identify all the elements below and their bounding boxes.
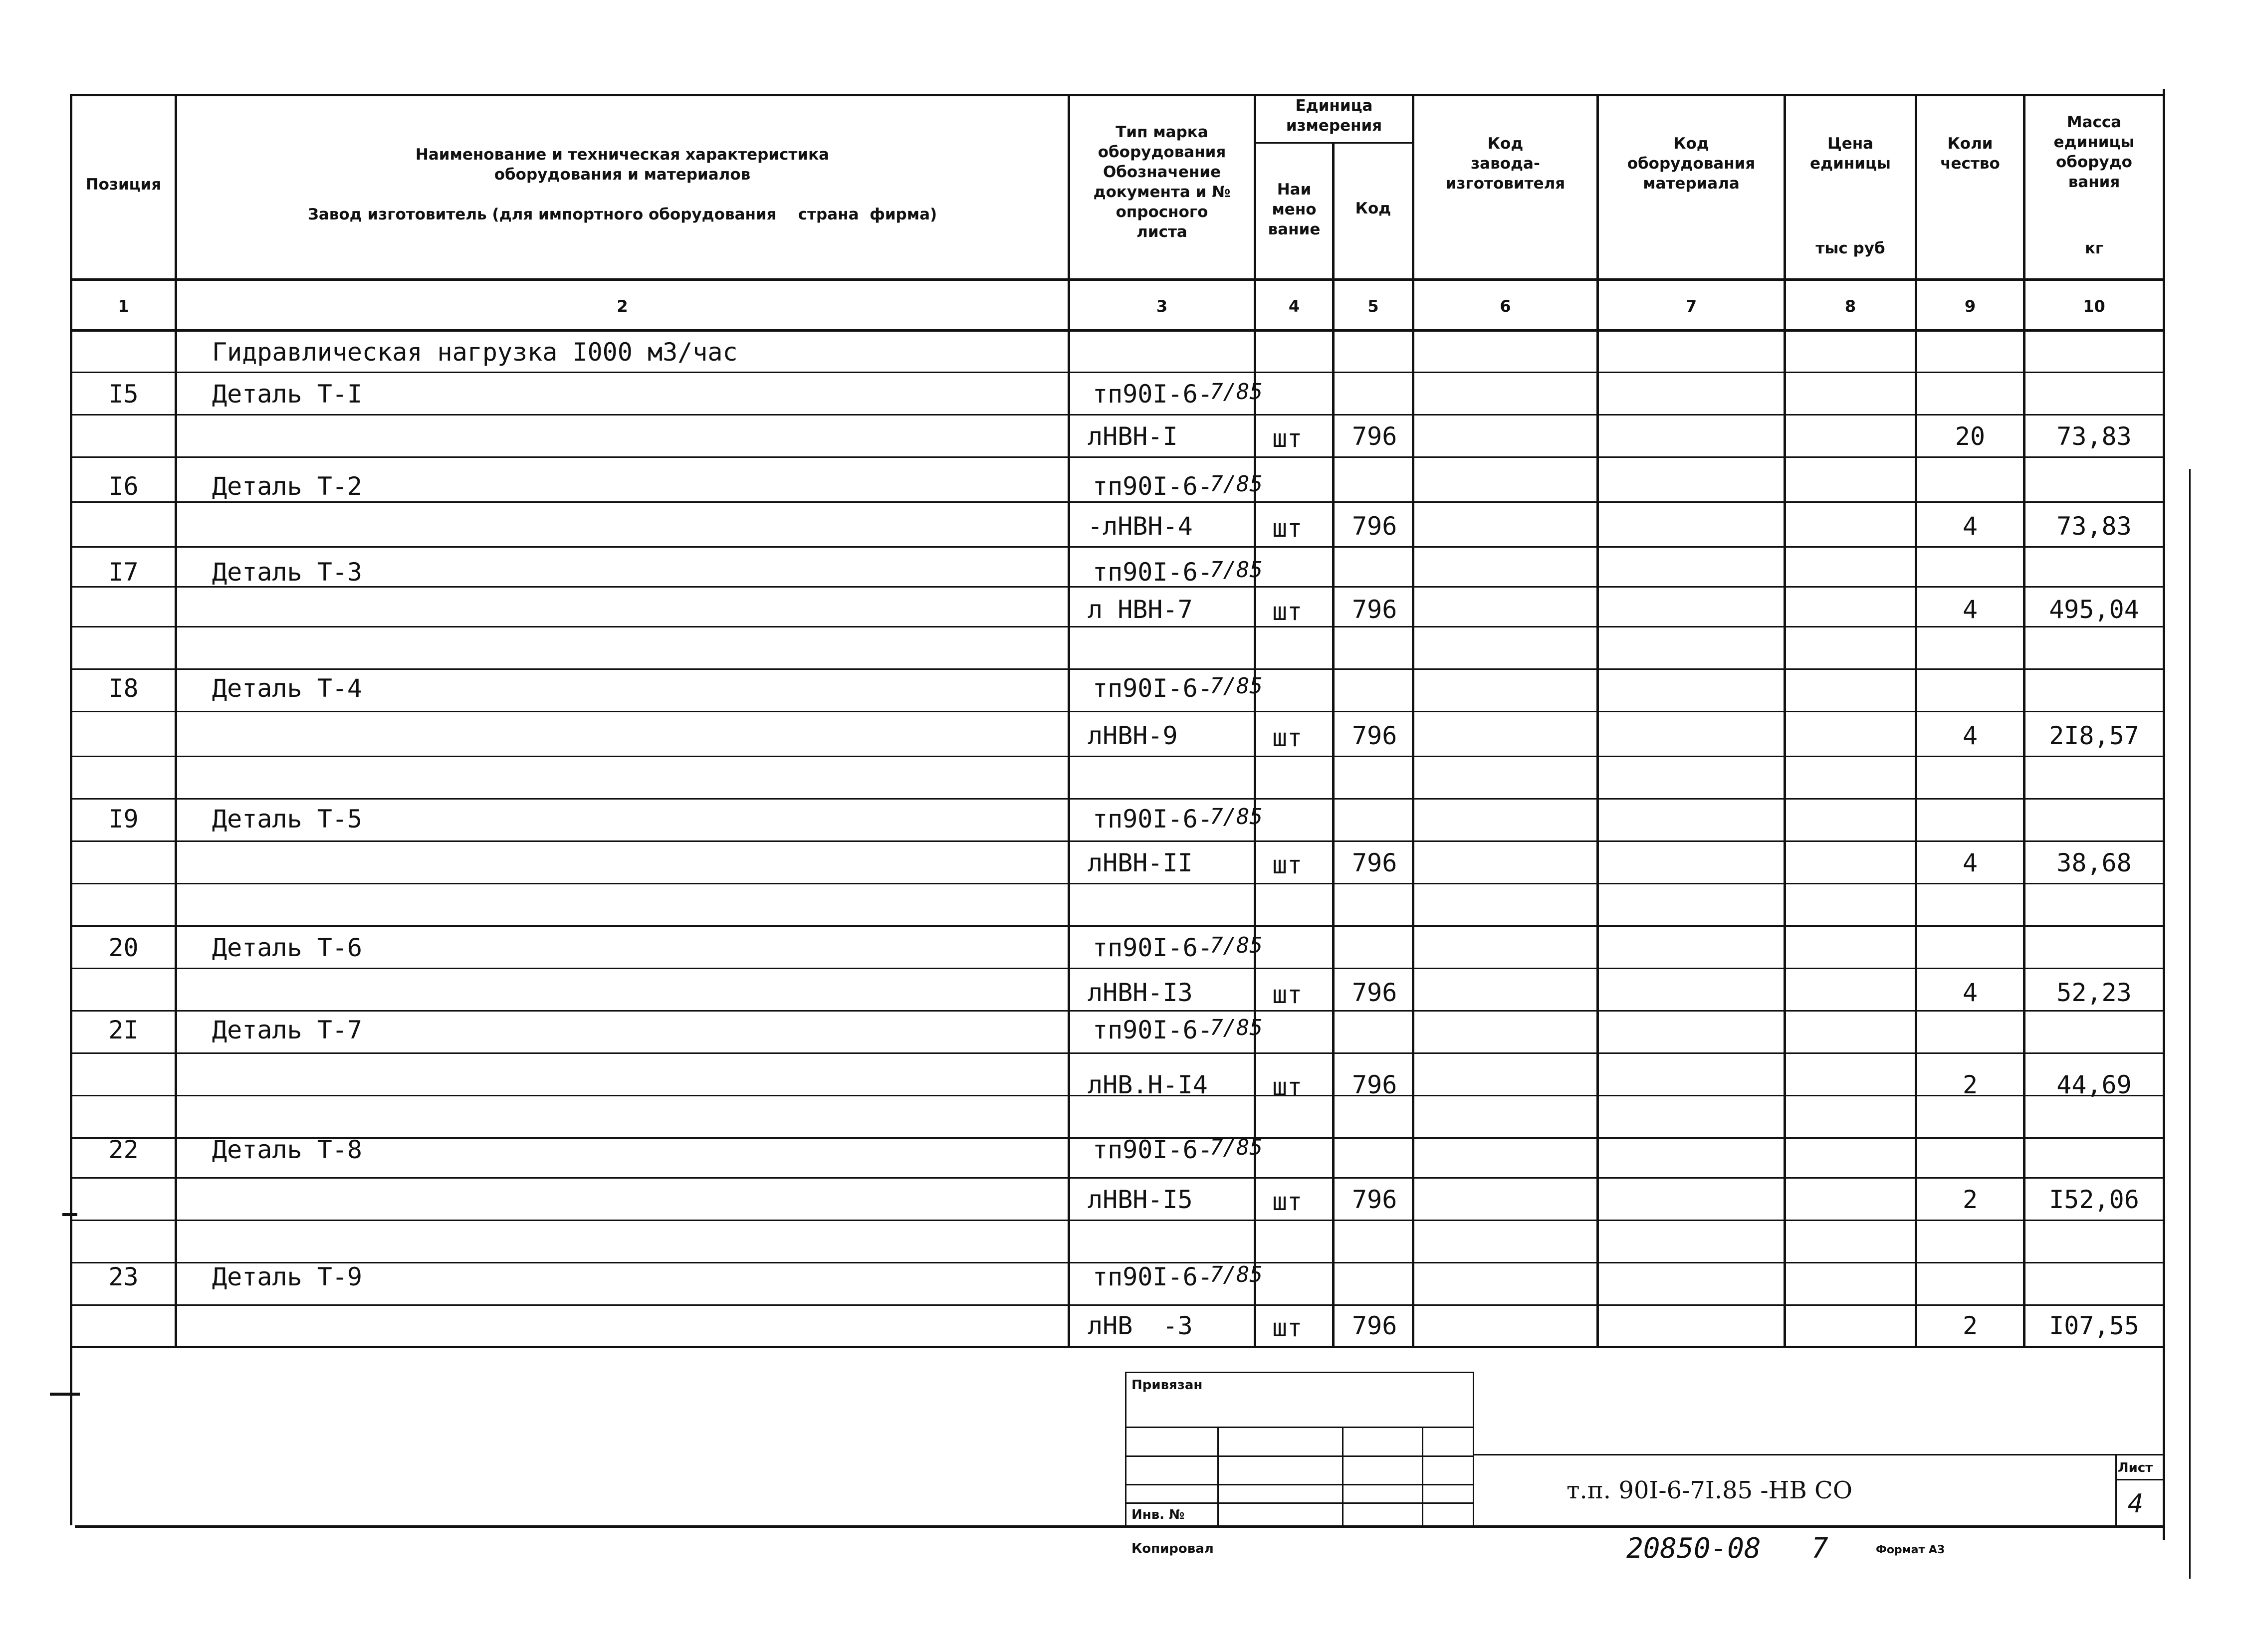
column-number: 2 [617,297,628,316]
row-line [70,1304,2165,1306]
row-line [70,756,2165,757]
column-number: 8 [1844,297,1856,316]
column-number: 9 [1964,297,1976,316]
row-position: 22 [108,1135,139,1164]
row-line [70,372,2165,373]
header-manufacturer: Завод изготовитель (для импортного оборудования страна фирма) [307,206,937,223]
row-mark: лНВН-I [1088,422,1178,451]
row-doc: тп90I-6- [1093,1016,1213,1044]
row-mass: I52,06 [2049,1185,2139,1214]
row-line [70,798,2165,800]
row-doc-handwritten: 7/85 [1210,471,1263,497]
row-unit-code: 796 [1352,848,1397,877]
column-number: 7 [1685,297,1697,316]
row-unit: шт [1272,1187,1303,1216]
table-right-border [2163,89,2165,1540]
copied-by: Копировал [1131,1541,1214,1556]
row-name: Деталь Т-2 [212,472,363,501]
row-doc-handwritten: 7/85 [1210,1262,1263,1287]
row-doc: тп90I-6- [1093,805,1213,833]
row-quantity: 4 [1962,848,1978,877]
row-doc-handwritten: 7/85 [1210,804,1263,829]
row-line [70,414,2165,415]
archive-number: 20850-08 7 [1626,1532,1828,1565]
stamp-line [1342,1427,1344,1526]
row-line [70,626,2165,627]
row-quantity: 20 [1955,422,1986,451]
row-mark: лНВ.Н-I4 [1088,1070,1208,1099]
row-unit: шт [1272,1313,1303,1342]
stamp-line [1217,1427,1219,1526]
sheet-label: Лист [2118,1460,2153,1475]
row-name: Деталь Т-4 [212,674,363,703]
row-doc: тп90I-6- [1093,380,1213,409]
stamp-line [2115,1454,2117,1526]
row-line [70,968,2165,969]
row-mass: 73,83 [2056,512,2132,541]
row-line [70,925,2165,927]
col-sep-4 [1332,142,1335,1346]
header-unit-code: Код [1355,200,1391,217]
row-line [70,1177,2165,1179]
col-sep-5 [1412,94,1414,1346]
stamp-inventory: Инв. № [1131,1507,1185,1522]
header-quantity: Коли чество [1940,135,2000,173]
row-position: I9 [108,805,139,833]
row-position: 2I [108,1016,139,1044]
row-doc-handwritten: 7/85 [1210,379,1263,405]
margin-mark [50,1393,80,1396]
row-mass: 495,04 [2049,595,2139,624]
row-name: Деталь Т-7 [212,1016,363,1044]
row-quantity: 4 [1962,595,1978,624]
row-doc-handwritten: 7/85 [1210,557,1263,583]
margin-mark [62,1213,77,1216]
col-sep-6 [1596,94,1599,1346]
margin-line [2189,469,2191,1579]
row-line [70,711,2165,712]
header-material-code: Код оборудования материала [1627,135,1756,193]
row-unit: шт [1272,723,1303,752]
row-name: Деталь Т-3 [212,558,363,587]
row-position: I5 [108,380,139,409]
row-mark: лНВН-I3 [1088,978,1193,1007]
row-quantity: 4 [1962,721,1978,750]
column-number: 3 [1156,297,1168,316]
row-name: Деталь Т-5 [212,805,363,833]
row-name: Деталь Т-6 [212,933,363,962]
row-line [70,1052,2165,1054]
header-mass-unit: кг [2084,239,2104,257]
row-unit: шт [1272,850,1303,879]
col-sep-9 [2023,94,2025,1346]
row-doc: тп90I-6- [1093,1262,1213,1291]
column-number: 10 [2083,297,2105,316]
row-mark: лНВН-9 [1088,721,1178,750]
row-line [70,1010,2165,1012]
header-price-unit: тыс руб [1815,239,1885,257]
unit-group-divider [1254,142,1413,144]
row-unit: шт [1272,424,1303,453]
row-quantity: 2 [1962,1311,1978,1340]
header-position: Позиция [85,176,162,194]
row-line [70,883,2165,884]
header-factory-code: Код завода- изготовителя [1445,135,1566,193]
row-name: Деталь Т-I [212,380,363,409]
row-mass: 44,69 [2056,1070,2132,1099]
table-bottom-border [70,1346,2165,1348]
row-unit-code: 796 [1352,1311,1397,1340]
header-mass: Масса единицы оборудо вания [2053,113,2135,191]
row-unit-code: 796 [1352,721,1397,750]
row-doc-handwritten: 7/85 [1210,673,1263,699]
header-name-line2: оборудования и материалов [494,166,751,184]
row-line [70,840,2165,842]
row-unit-code: 796 [1352,422,1397,451]
row-doc-handwritten: 7/85 [1210,1135,1263,1160]
row-line [70,501,2165,503]
row-doc: тп90I-6- [1093,1135,1213,1164]
row-unit-code: 796 [1352,978,1397,1007]
col-sep-1 [175,94,177,1346]
colnum-bottom-border [70,329,2165,332]
stamp-line [1473,1454,2165,1455]
sheet-number: 4 [2128,1489,2144,1519]
row-position: 20 [108,933,139,962]
row-mark: лНВ -3 [1088,1311,1193,1340]
frame-bottom-border [75,1525,2165,1528]
header-price: Цена единицы [1810,135,1891,173]
row-position: I6 [108,472,139,501]
stamp-line [2115,1479,2165,1480]
row-doc: тп90I-6- [1093,674,1213,703]
row-unit: шт [1272,514,1303,543]
row-mark: л НВН-7 [1088,595,1193,624]
row-position: I8 [108,674,139,703]
row-mark: -лНВН-4 [1088,512,1193,541]
row-line [70,1220,2165,1221]
section-title: Гидравлическая нагрузка I000 м3/час [212,338,738,367]
row-line [70,456,2165,458]
row-quantity: 4 [1962,978,1978,1007]
row-mass: 73,83 [2056,422,2132,451]
row-unit-code: 796 [1352,595,1397,624]
header-unit-name: Наи мено вание [1268,181,1321,238]
row-unit: шт [1272,1072,1303,1101]
row-position: 23 [108,1262,139,1291]
header-unit-group: Единица измерения [1286,97,1382,135]
header-type-mark: Тип марка оборудования Обозначение документа и № опросного листа [1093,123,1231,241]
col-sep-7 [1784,94,1786,1346]
row-unit: шт [1272,980,1303,1009]
format-label: Формат А3 [1876,1544,1945,1556]
header-bottom-border [70,278,2165,281]
stamp-privyazan: Привязан [1131,1378,1203,1393]
stamp-line [1125,1372,1474,1373]
row-line [70,546,2165,548]
row-name: Деталь Т-8 [212,1135,363,1164]
row-mass: 52,23 [2056,978,2132,1007]
row-line [70,668,2165,670]
row-doc-handwritten: 7/85 [1210,933,1263,958]
header-name-line1: Наименование и техническая характеристика [415,146,830,164]
row-quantity: 2 [1962,1070,1978,1099]
row-mark: лНВН-II [1088,848,1193,877]
row-mass: 38,68 [2056,848,2132,877]
row-quantity: 4 [1962,512,1978,541]
table-top-border [70,94,2165,96]
row-unit: шт [1272,597,1303,626]
row-unit-code: 796 [1352,512,1397,541]
row-doc: тп90I-6- [1093,472,1213,501]
row-position: I7 [108,558,139,587]
col-sep-2 [1068,94,1070,1346]
row-doc: тп90I-6- [1093,558,1213,587]
row-name: Деталь Т-9 [212,1262,363,1291]
column-number: 6 [1500,297,1511,316]
column-number: 4 [1288,297,1300,316]
row-doc-handwritten: 7/85 [1210,1015,1263,1040]
row-unit-code: 796 [1352,1185,1397,1214]
row-unit-code: 796 [1352,1070,1397,1099]
row-mass: I07,55 [2049,1311,2139,1340]
column-number: 1 [118,297,129,316]
row-doc: тп90I-6- [1093,933,1213,962]
stamp-line [1422,1427,1423,1526]
row-mark: лНВН-I5 [1088,1185,1193,1214]
row-quantity: 2 [1962,1185,1978,1214]
document-designation: т.п. 90I-6-7I.85 -НВ СО [1567,1476,1853,1504]
column-number: 5 [1367,297,1379,316]
col-sep-8 [1915,94,1917,1346]
row-mass: 2I8,57 [2049,721,2139,750]
